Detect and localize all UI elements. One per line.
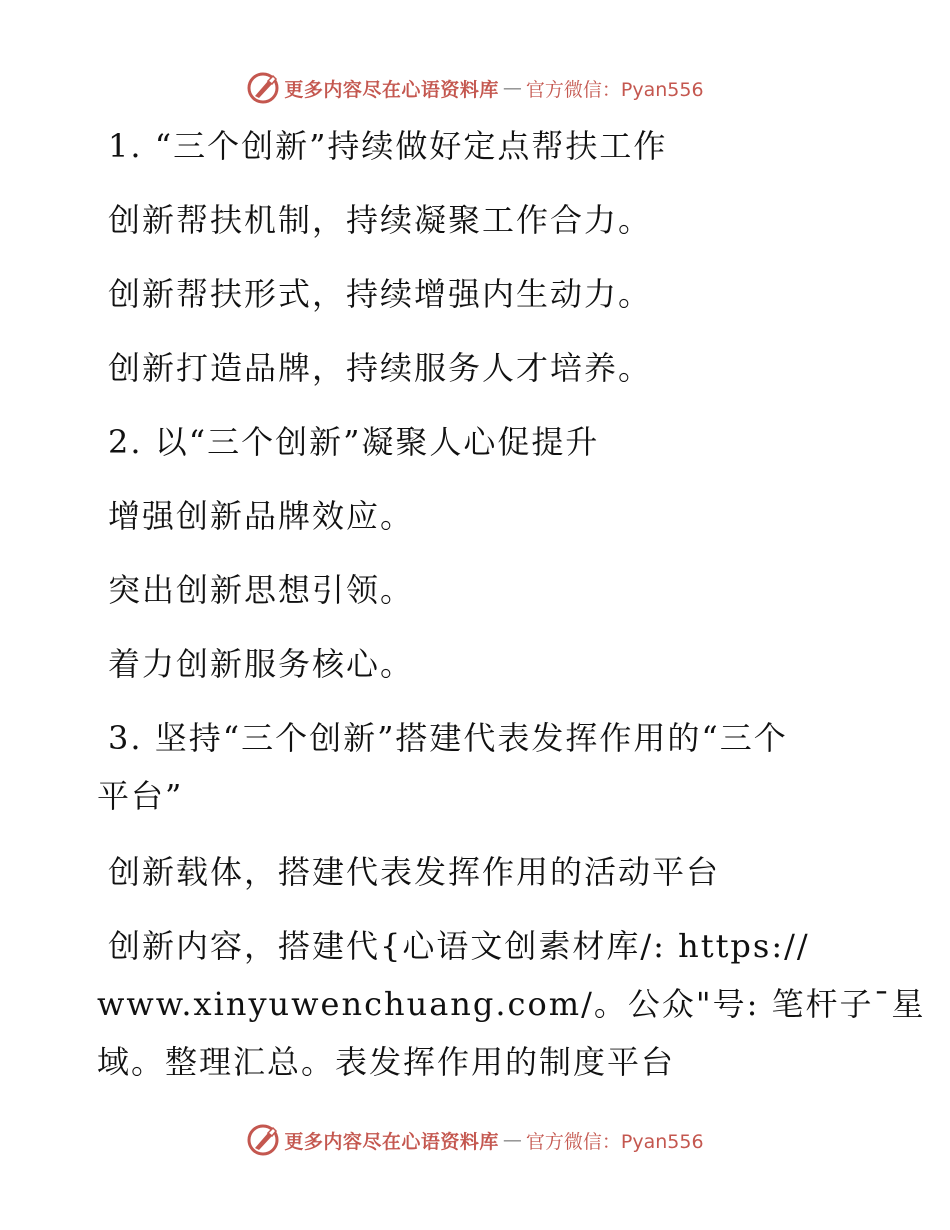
banner-separator: — — [502, 1129, 522, 1151]
paragraph: 着力创新服务核心。 — [108, 645, 415, 683]
footer-banner — [0, 1120, 950, 1160]
pen-logo-icon — [246, 71, 280, 105]
header-banner — [0, 68, 950, 108]
paragraph: 创新载体，搭建代表发挥作用的活动平台 — [108, 853, 721, 891]
paragraph: 创新打造品牌，持续服务人才培养。 — [108, 349, 653, 387]
paragraph: 创新帮扶形式，持续增强内生动力。 — [108, 275, 653, 313]
pen-logo-icon — [246, 1123, 280, 1157]
banner-title: 更多内容尽在心语资料库 — [284, 1130, 499, 1153]
heading-2: 2. 以“三个创新”凝聚人心促提升 — [108, 423, 600, 461]
banner-title: 更多内容尽在心语资料库 — [284, 78, 499, 101]
paragraph: 创新内容，搭建代{心语文创素材库/: https:// — [108, 927, 810, 965]
banner-inner — [246, 71, 703, 105]
paragraph: www.xinyuwenchuang.com/。公众"号: 笔杆子¯星 — [97, 985, 926, 1023]
paragraph: 突出创新思想引领。 — [108, 571, 415, 609]
heading-1: 1. “三个创新”持续做好定点帮扶工作 — [108, 127, 668, 165]
paragraph: 创新帮扶机制，持续凝聚工作合力。 — [108, 201, 653, 239]
banner-separator: — — [502, 77, 522, 99]
heading-3: 3. 坚持“三个创新”搭建代表发挥作用的“三个 — [108, 719, 788, 757]
paragraph: 增强创新品牌效应。 — [108, 497, 415, 535]
heading-3-continued: 平台” — [97, 777, 184, 815]
banner-inner — [246, 1123, 703, 1157]
paragraph: 域。整理汇总。表发挥作用的制度平台 — [97, 1043, 676, 1081]
banner-wechat: 官方微信：Pyan556 — [525, 1130, 704, 1153]
banner-wechat: 官方微信：Pyan556 — [525, 78, 704, 101]
